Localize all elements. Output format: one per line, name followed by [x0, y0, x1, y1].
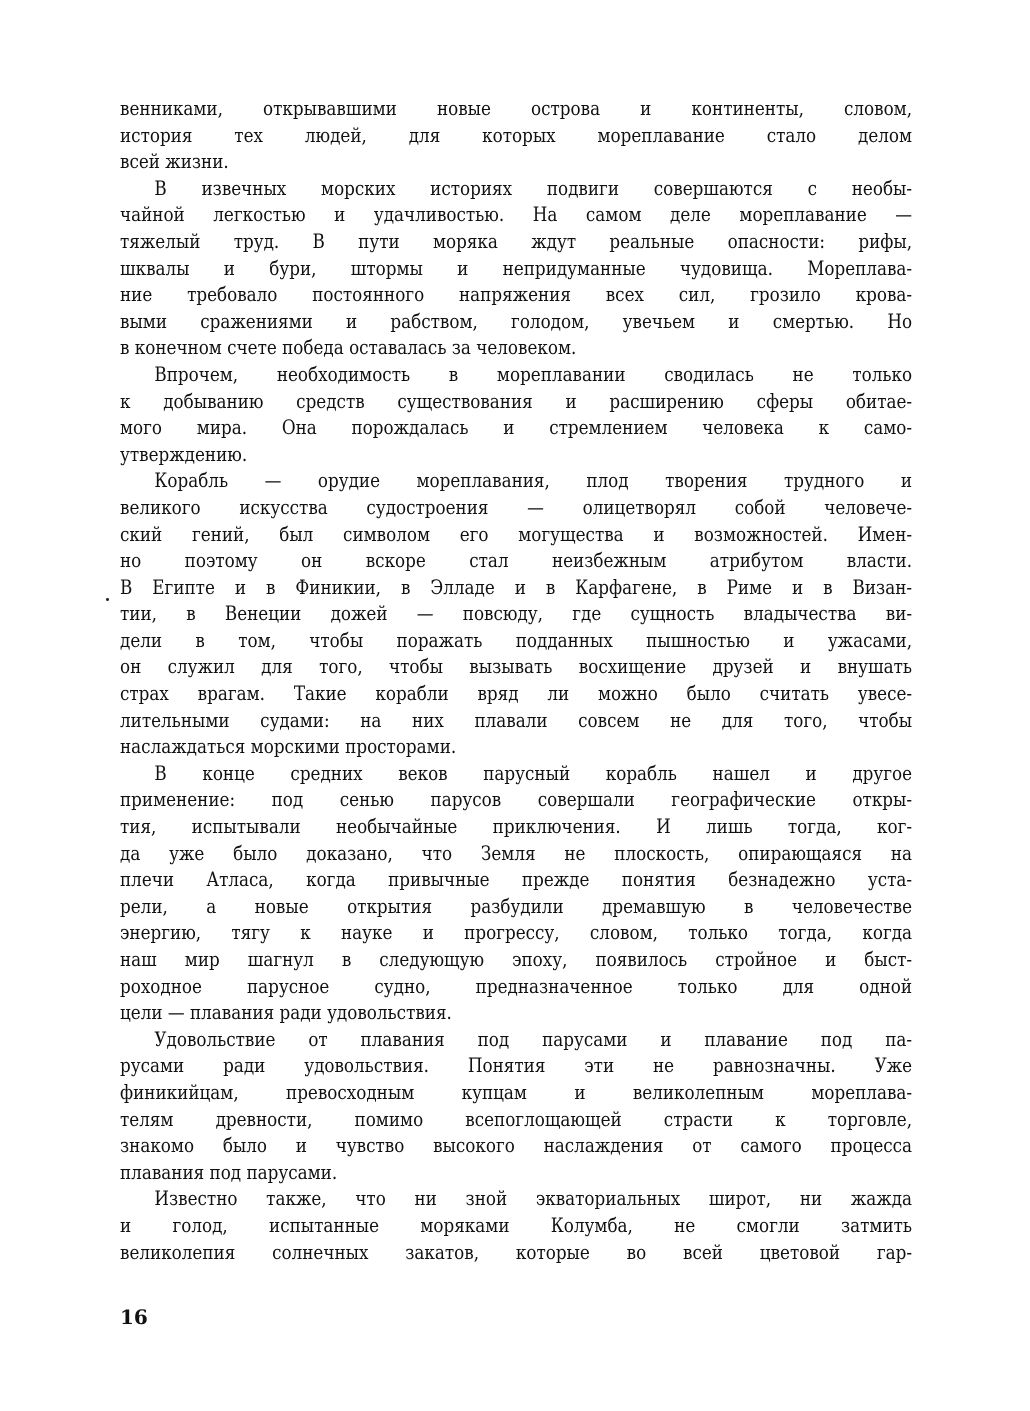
text-line: роходное парусное судно, предназначенное только для одной	[120, 974, 913, 998]
paragraph	[120, 176, 912, 362]
text-line: Корабль — орудие мореплавания, плод творения трудного и	[154, 469, 913, 493]
text-line: и голод, испытанные моряками Колумба, не смогли затмить	[120, 1213, 913, 1237]
text-line: Впрочем, необходимость в мореплавании сводилась не только	[154, 362, 913, 386]
text-line: телям древности, помимо всепоглощающей страсти к торговле,	[120, 1107, 913, 1131]
text-line: В Египте и в Финикии, в Элладе и в Карфагене, в Риме и в Визан-	[120, 575, 913, 599]
paragraph	[120, 362, 912, 468]
text-line: чайной легкостью и удачливостью. На самом деле мореплавание —	[120, 203, 913, 227]
text-line: к добыванию средств существования и расширению сферы обитае-	[120, 389, 913, 413]
text-line: он служил для того, чтобы вызывать восхищение друзей и внушать	[120, 655, 913, 679]
page-body	[120, 96, 912, 1266]
text-line: ние требовало постоянного напряжения всех сил, грозило крова-	[120, 283, 913, 307]
text-line: да уже было доказано, что Земля не плоскость, опирающаяся на	[120, 841, 913, 865]
text-line: плавания под парусами.	[120, 1160, 338, 1184]
text-line: плечи Атласа, когда привычные прежде понятия безнадежно уста-	[120, 868, 913, 892]
text-line: цели — плавания ради удовольствия.	[120, 1001, 452, 1025]
text-line: применение: под сенью парусов совершали географические откры-	[120, 788, 913, 812]
paragraph	[120, 761, 912, 1027]
text-line: знакомо было и чувство высокого наслаждения от самого процесса	[120, 1134, 913, 1158]
text-line: В извечных морских историях подвиги совершаются с необы-	[154, 176, 913, 200]
text-line: в конечном счете победа оставалась за человеком.	[120, 336, 577, 360]
text-line: всей жизни.	[120, 150, 229, 174]
text-line: русами ради удовольствия. Понятия эти не равнозначны. Уже	[120, 1054, 913, 1078]
text-line: страх врагам. Такие корабли вряд ли можно было считать увесе-	[120, 682, 913, 706]
text-line: тии, в Венеции дожей — повсюду, где сущность владычества ви-	[120, 602, 913, 626]
text-line: шквалы и бури, штормы и непридуманные чудовища. Мореплава-	[120, 256, 913, 280]
text-line: великого искусства судостроения — олицетворял собой человече-	[120, 495, 913, 519]
text-line: венниками, открывавшими новые острова и континенты, словом,	[120, 97, 913, 120]
text-line: тяжелый труд. В пути моряка ждут реальные опасности: рифы,	[120, 229, 913, 253]
text-line: наш мир шагнул в следующую эпоху, появилось стройное и быст-	[120, 948, 913, 971]
paragraph	[120, 96, 912, 176]
text-line: мого мира. Она порождалась и стремлением человека к само-	[120, 416, 913, 440]
paragraph	[120, 1186, 912, 1266]
text-line: В конце средних веков парусный корабль нашел и другое	[154, 761, 913, 785]
text-line: но поэтому он вскоре стал неизбежным атрибутом власти.	[120, 549, 913, 573]
text-line: ский гений, был символом его могущества и возможностей. Имен-	[120, 522, 913, 546]
text-line: великолепия солнечных закатов, которые во всей цветовой гар-	[120, 1240, 913, 1264]
text-line: финикийцам, превосходным купцам и великолепным мореплава-	[120, 1080, 913, 1104]
text-line: Удовольствие от плавания под парусами и плавание под па-	[154, 1027, 913, 1051]
paragraph	[120, 468, 912, 761]
page-number: 16	[120, 1305, 148, 1329]
text-line: рели, а новые открытия разбудили дремавшую в человечестве	[120, 894, 913, 918]
text-line: наслаждаться морскими просторами.	[120, 735, 457, 759]
text-line: утверждению.	[120, 442, 248, 466]
text-line: энергию, тягу к науке и прогрессу, словом, только тогда, когда	[120, 921, 913, 945]
text-line: выми сражениями и рабством, голодом, увечьем и смертью. Но	[120, 309, 913, 333]
text-line: история тех людей, для которых мореплавание стало делом	[120, 123, 913, 147]
text-line: Известно также, что ни зной экваториальных широт, ни жажда	[154, 1187, 913, 1211]
margin-mark	[106, 598, 109, 601]
paragraph	[120, 1027, 912, 1187]
text-line: тия, испытывали необычайные приключения. И лишь тогда, ког-	[120, 815, 913, 839]
text-line: дели в том, чтобы поражать подданных пышностью и ужасами,	[120, 628, 913, 652]
text-line: лительными судами: на них плавали совсем не для того, чтобы	[120, 708, 913, 732]
